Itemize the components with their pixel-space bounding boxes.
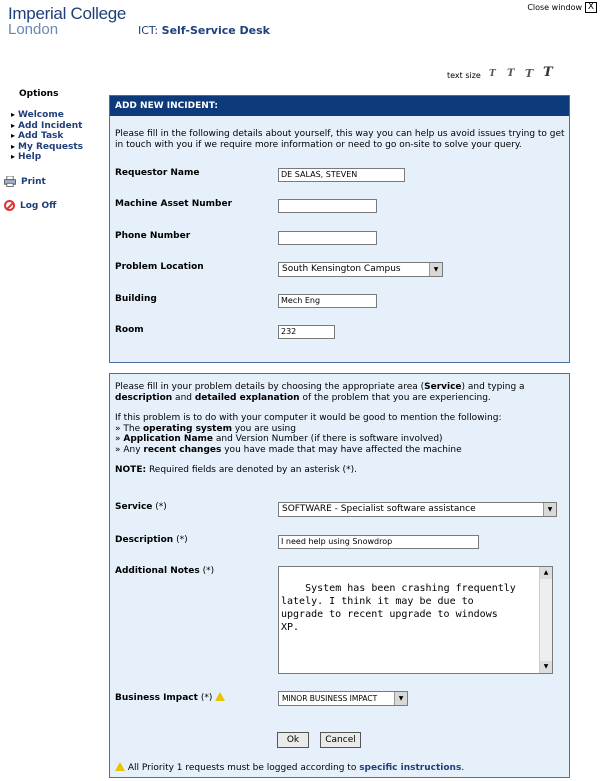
print-label: Print [21, 176, 46, 187]
service-value: SOFTWARE - Specialist software assistance [282, 504, 476, 514]
asset-label: Machine Asset Number [115, 199, 233, 209]
app-title [138, 24, 270, 37]
app-title-prefix: ICT: [138, 24, 159, 37]
requestor-label: Requestor Name [115, 168, 200, 178]
instructions-para1: Please fill in your problem details by choosing the appropriate area (Service) and typing a description and detailed explanation of the problem that you are experiencing. [115, 382, 525, 403]
cancel-button[interactable]: Cancel [320, 732, 361, 748]
location-value: South Kensington Campus [282, 264, 401, 274]
impact-value: MINOR BUSINESS IMPACT [282, 694, 378, 703]
required-note: NOTE: Required fields are denoted by an asterisk (*). [115, 465, 357, 475]
impact-select[interactable] [278, 691, 408, 706]
chevron-down-icon: ▼ [543, 503, 556, 516]
options-title: Options [19, 89, 59, 99]
bullet-os: » The operating system you are using [115, 423, 296, 434]
chevron-down-icon: ▼ [394, 692, 407, 705]
warning-icon [215, 692, 225, 701]
phone-field[interactable] [278, 231, 377, 245]
impact-label: Business Impact (*) [115, 692, 225, 703]
problem-details-panel [109, 373, 570, 778]
close-window-icon[interactable]: X [585, 2, 597, 13]
bullet-changes: » Any recent changes you have made that may have affected the machine [115, 444, 462, 455]
app-title-name: Self-Service Desk [161, 24, 270, 37]
notes-label: Additional Notes (*) [115, 566, 215, 576]
location-select[interactable] [278, 262, 443, 277]
close-window-link[interactable]: Close window [527, 3, 582, 12]
location-label: Problem Location [115, 262, 204, 272]
room-field[interactable]: 232 [278, 325, 335, 339]
scroll-down-icon[interactable]: ▼ [540, 661, 552, 673]
description-label: Description (*) [115, 535, 188, 545]
sidebar-nav [11, 110, 83, 163]
text-size-medium-icon[interactable]: T [507, 68, 515, 79]
text-size-small-icon[interactable]: T [489, 69, 496, 79]
room-label: Room [115, 325, 144, 335]
description-field[interactable]: I need help using Snowdrop [278, 535, 479, 549]
add-incident-panel [109, 95, 570, 363]
print-link[interactable] [4, 176, 46, 187]
sidebar-item-add-task[interactable]: ▸ Add Task [11, 131, 83, 142]
logoff-link[interactable] [4, 200, 56, 211]
phone-label: Phone Number [115, 231, 191, 241]
asset-field[interactable] [278, 199, 377, 213]
problem-instructions [115, 382, 567, 476]
logo-line2: London [8, 21, 59, 38]
specific-instructions-link[interactable]: specific instructions [359, 763, 462, 773]
priority-footer: All Priority 1 requests must be logged according to specific instructions. [115, 762, 464, 773]
requestor-field[interactable]: DE SALAS, STEVEN [278, 168, 405, 182]
sidebar-item-welcome[interactable]: ▸ Welcome [11, 110, 83, 121]
printer-icon [4, 176, 16, 187]
panel-intro: Please fill in the following details about yourself, this way you can help us avoid issues trying to get in touch with you if we require more information or need to go on-site to solve your query. [115, 129, 565, 150]
text-size-large-icon[interactable]: T [525, 67, 534, 80]
notes-value: System has been crashing frequently lately. I think it may be due to upgrade to recent upgrade to windows XP. [281, 583, 516, 633]
building-label: Building [115, 294, 157, 304]
ok-button[interactable]: Ok [277, 732, 309, 748]
text-size-label: text size [447, 71, 481, 80]
panel-heading: ADD NEW INCIDENT: [110, 96, 569, 116]
chevron-down-icon: ▼ [429, 263, 442, 276]
no-entry-icon [4, 200, 15, 211]
text-size-xlarge-icon[interactable]: T [543, 65, 553, 80]
logoff-label: Log Off [20, 200, 57, 211]
warning-icon [115, 762, 125, 771]
sidebar-item-my-requests[interactable]: ▸ My Requests [11, 142, 83, 153]
sidebar-item-add-incident[interactable]: ▸ Add Incident [11, 121, 83, 132]
bullet-app: » Application Name and Version Number (if there is software involved) [115, 434, 443, 444]
service-label: Service (*) [115, 502, 167, 512]
instructions-para2: If this problem is to do with your computer it would be good to mention the following: [115, 413, 502, 423]
building-field[interactable]: Mech Eng [278, 294, 377, 308]
sidebar-item-help[interactable]: ▸ Help [11, 152, 83, 163]
logo-line1: Imperial College [8, 4, 127, 23]
scroll-up-icon[interactable]: ▲ [540, 567, 552, 579]
notes-scrollbar[interactable] [539, 567, 552, 673]
service-select[interactable] [278, 502, 557, 517]
notes-textarea[interactable] [278, 566, 553, 674]
